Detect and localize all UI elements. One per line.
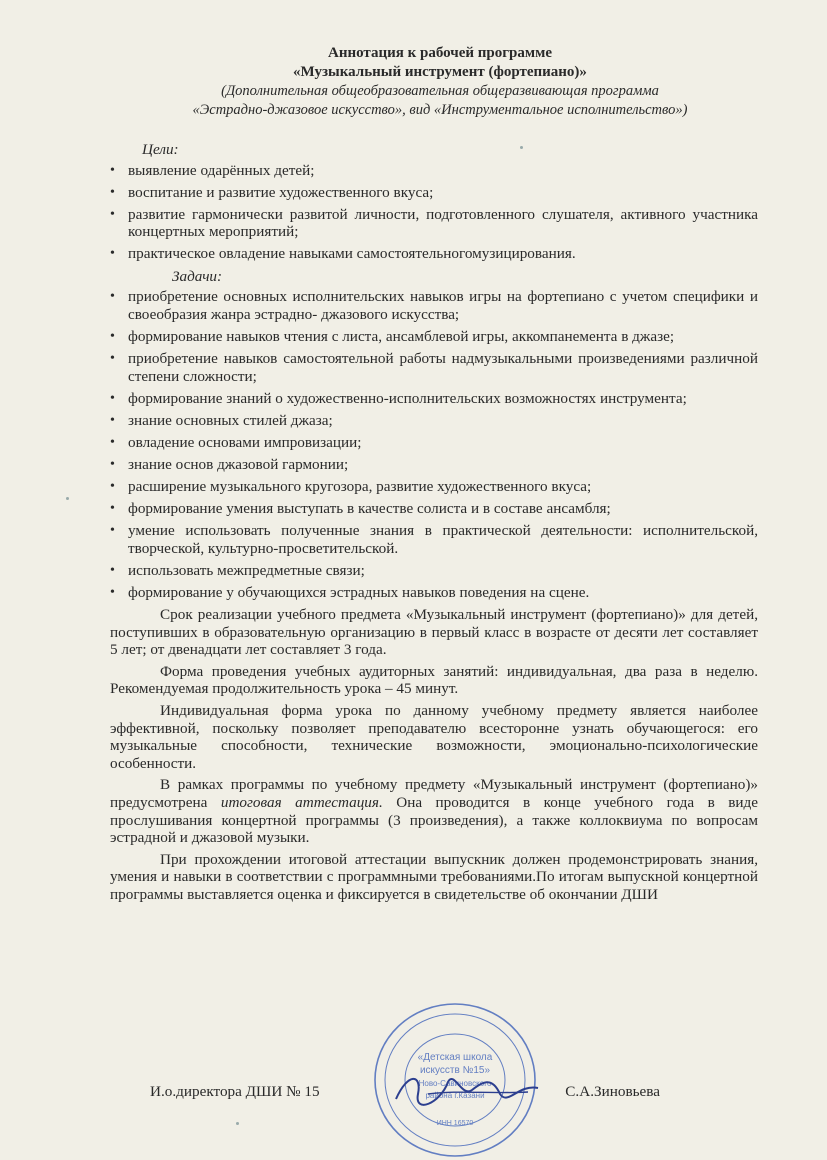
list-item: • формирование навыков чтения с листа, ансамблевой игры, аккомпанемента в джазе; [110,328,758,346]
list-item: • выявление одарённых детей; [110,162,758,180]
stamp-inn: ИНН 16570 [436,1120,474,1127]
scan-speck [66,497,69,500]
signer-name: С.А.Зиновьева [565,1083,660,1100]
stamp-line-2: искусств №15» [419,1065,491,1076]
stamp-line-1: «Детская школа [417,1052,493,1063]
list-item: • знание основ джазовой гармонии; [110,456,758,474]
attestation-text-after: Она проводится в конце учебного года в виде прослушивания концертной программы (3 произведения), а также коллоквиума по вопросам эстрадной и джазовой музыки. [110,794,759,847]
subtitle-line-2: «Эстрадно-джазовое искусство», вид «Инструментальное исполнительство») [192,102,688,118]
paragraph-final-exam: При прохождении итоговой аттестации выпускник должен продемонстрировать знания, умения и навыки в соответствии с программными требованиями.По итогам выпускной концертной программы выставляется оценка и фиксируется в свидетельстве об окончании ДШИ [110,850,758,903]
list-item: • использовать межпредметные связи; [110,562,758,580]
title-line-2: «Музыкальный инструмент (фортепиано)» [293,64,587,80]
list-item: • приобретение основных исполнительских навыков игры на фортепиано с учетом специфики и своеобразия жанра эстрадно- джазового искусства; [110,288,758,323]
scan-speck [520,146,523,149]
attestation-text-before: В рамках программы по учебному предмету «Музыкальный инструмент (фортепиано)» предусмотрена [110,776,758,811]
list-item: • знание основных стилей джаза; [110,412,758,430]
paragraph-individual-form: Индивидуальная форма урока по данному учебному предмету является наиболее эффективной, поскольку позволяет преподавателю всесторонне узнать обучающегося: его музыкальные способности, технические возможности, эмоционально-психологические особенности. [110,702,758,772]
list-item: • практическое овладение навыками самостоятельногомузицирования. [110,245,758,263]
subtitle-line-1: (Дополнительная общеобразовательная общеразвивающая программа [221,83,659,99]
document-header [100,44,780,120]
list-item: • формирование у обучающихся эстрадных навыков поведения на сцене. [110,584,758,602]
list-item: • приобретение навыков самостоятельной работы надмузыкальными произведениями различной степени сложности; [110,350,758,385]
stamp-line-3: Ново-Савиновского [418,1079,492,1088]
paragraph-lesson-form: Форма проведения учебных аудиторных занятий: индивидуальная, два раза в неделю. Рекомендуемая продолжительность урока – 45 минут. [110,662,758,698]
list-item: • развитие гармонически развитой личности, подготовленного слушателя, активного участника концертных мероприятий; [110,206,758,241]
tasks-label: Задачи: [172,267,223,285]
attestation-term: итоговая аттестация. [220,794,383,811]
scan-speck [236,1122,239,1125]
paragraph-duration: Срок реализации учебного предмета «Музыкальный инструмент (фортепиано)» для детей, поступивших в образовательную организацию в первый класс в возрасте от десяти лет составляет 5 лет; от двенадцати лет составляет 3 года. [110,606,758,659]
list-item: • умение использовать полученные знания в практической деятельности: исполнительской, творческой, культурно-просветительской. [110,522,758,557]
list-item: • расширение музыкального кругозора, развитие художественного вкуса; [110,478,758,496]
list-item: • воспитание и развитие художественного вкуса; [110,184,758,202]
director-signature [388,1064,548,1114]
title-line-1: Аннотация к рабочей программе [327,45,552,61]
goals-label: Цели: [142,141,179,158]
list-item: • формирование знаний о художественно-исполнительских возможностях инструмента; [110,390,758,408]
stamp-line-4: района г.Казани [425,1091,485,1100]
document-body [110,141,758,908]
goals-list [110,162,758,263]
tasks-list [110,288,758,601]
paragraph-attestation [110,776,758,846]
signer-role: И.о.директора ДШИ № 15 [150,1083,320,1100]
list-item: • формирование умения выступать в качестве солиста и в составе ансамбля; [110,500,758,518]
list-item: • овладение основами импровизации; [110,434,758,452]
